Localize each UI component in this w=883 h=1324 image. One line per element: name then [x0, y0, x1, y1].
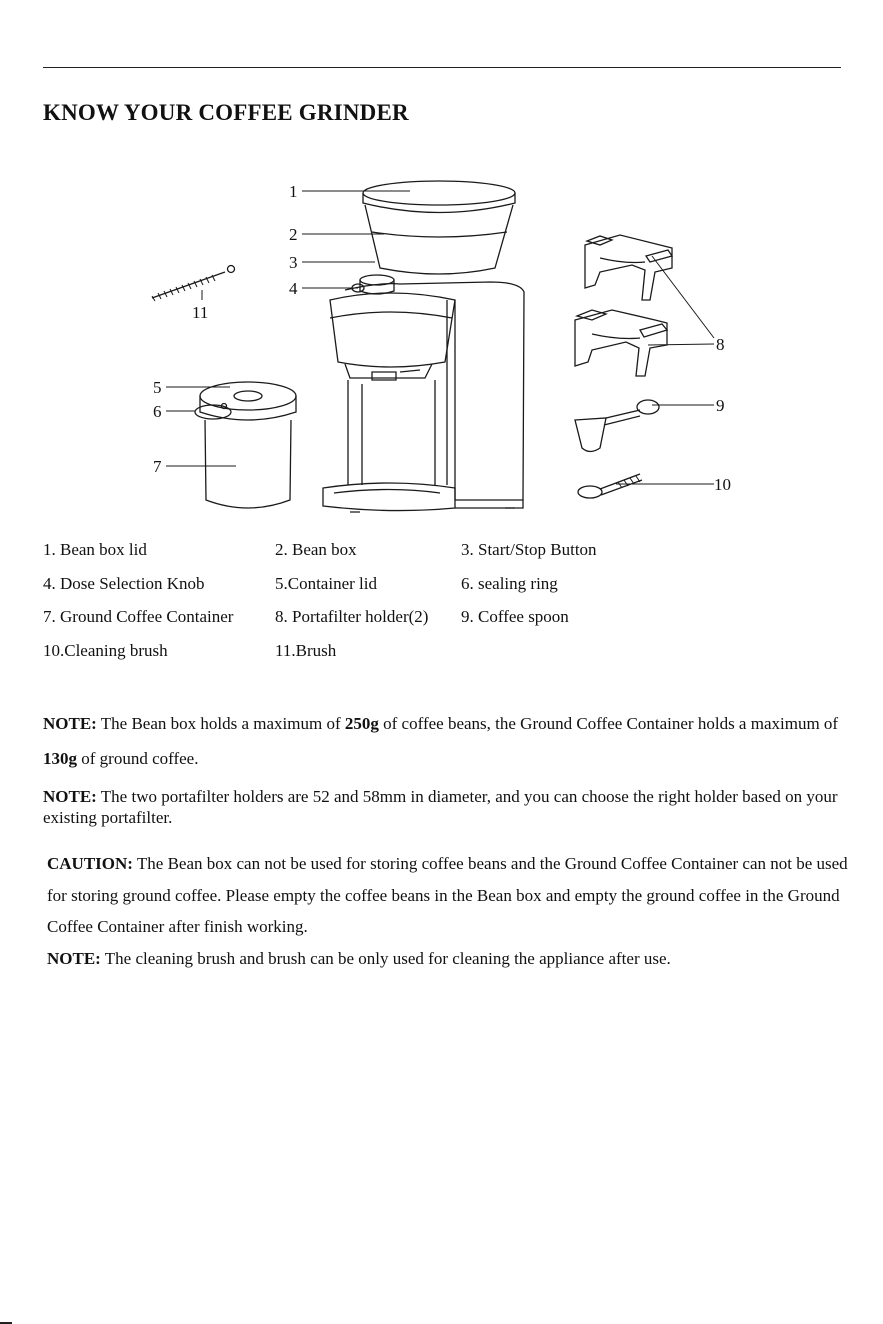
caution-text: The Bean box can not be used for storing coffee beans and the Ground Coffee Container can not be used for storing ground coffee. Please empty the coffee beans in the Bean box and empty the ground coffee in the Ground Coffee Container after finish working. [47, 854, 848, 936]
page-title: KNOW YOUR COFFEE GRINDER [43, 100, 409, 125]
callout-3: 3 [289, 253, 298, 272]
note-label: NOTE: [43, 787, 97, 806]
legend-item-bean-box: 2. Bean box [275, 540, 357, 559]
legend-item-start-stop-button: 3. Start/Stop Button [461, 540, 597, 559]
container-illustration [195, 382, 296, 508]
coffee-spoon-illustration [575, 400, 659, 452]
callout-1: 1 [289, 182, 298, 201]
legend-item-dose-knob: 4. Dose Selection Knob [43, 573, 205, 593]
legend-item-container-lid: 5.Container lid [275, 573, 377, 593]
container-capacity-value: 130g [43, 749, 77, 768]
bean-box-lid [363, 181, 515, 205]
note-text: The cleaning brush and brush can be only used for cleaning the appliance after use. [100, 949, 671, 968]
note-label: NOTE: [43, 714, 97, 733]
callout-4: 4 [289, 279, 298, 298]
legend-item-coffee-spoon: 9. Coffee spoon [461, 607, 569, 626]
note-text: The Bean box holds a maximum of [96, 714, 345, 733]
legend-item-cleaning-brush: 10.Cleaning brush [43, 640, 168, 660]
legend-item-sealing-ring: 6. sealing ring [461, 573, 558, 593]
callout-7: 7 [153, 457, 162, 476]
header-rule [43, 67, 841, 68]
cleaning-brush-illustration [578, 474, 642, 498]
callout-11: 11 [192, 303, 209, 322]
caution-label: CAUTION: [47, 854, 133, 873]
bean-box [365, 205, 513, 274]
legend-item-portafilter-holder: 8. Portafilter holder(2) [275, 607, 429, 626]
note-label: NOTE: [47, 949, 101, 968]
portafilter-holder-1 [585, 235, 672, 300]
note-text: of ground coffee. [77, 749, 199, 768]
legend-row [43, 574, 843, 608]
legend-row [43, 607, 843, 641]
grinder-illustration [323, 181, 524, 512]
bean-capacity-value: 250g [344, 714, 379, 733]
legend-item-ground-coffee-container: 7. Ground Coffee Container [43, 607, 234, 626]
callout-10: 10 [714, 475, 731, 494]
legend-row [43, 540, 843, 574]
legend-item-bean-box-lid: 1. Bean box lid [43, 540, 147, 559]
leader-lines [166, 191, 714, 484]
callout-8: 8 [716, 335, 725, 354]
parts-legend [43, 540, 843, 674]
callout-6: 6 [153, 402, 162, 421]
brush-illustration [152, 266, 235, 302]
portafilter-holder-2 [575, 310, 667, 376]
legend-row [43, 641, 843, 675]
note-text: The two portafilter holders are 52 and 58mm in diameter, and you can choose the right holder based on your existing portafilter. [43, 787, 838, 827]
grinder-diagram [0, 150, 883, 530]
callout-9: 9 [716, 396, 725, 415]
legend-item-brush: 11.Brush [275, 640, 337, 660]
callout-5: 5 [153, 378, 162, 397]
note-text: of coffee beans, the Ground Coffee Container holds a maximum of [378, 714, 839, 733]
caution-storage [47, 848, 857, 943]
note-cleaning [47, 948, 847, 969]
note-capacity [43, 706, 843, 776]
callout-2: 2 [289, 225, 298, 244]
note-portafilter [43, 786, 843, 828]
